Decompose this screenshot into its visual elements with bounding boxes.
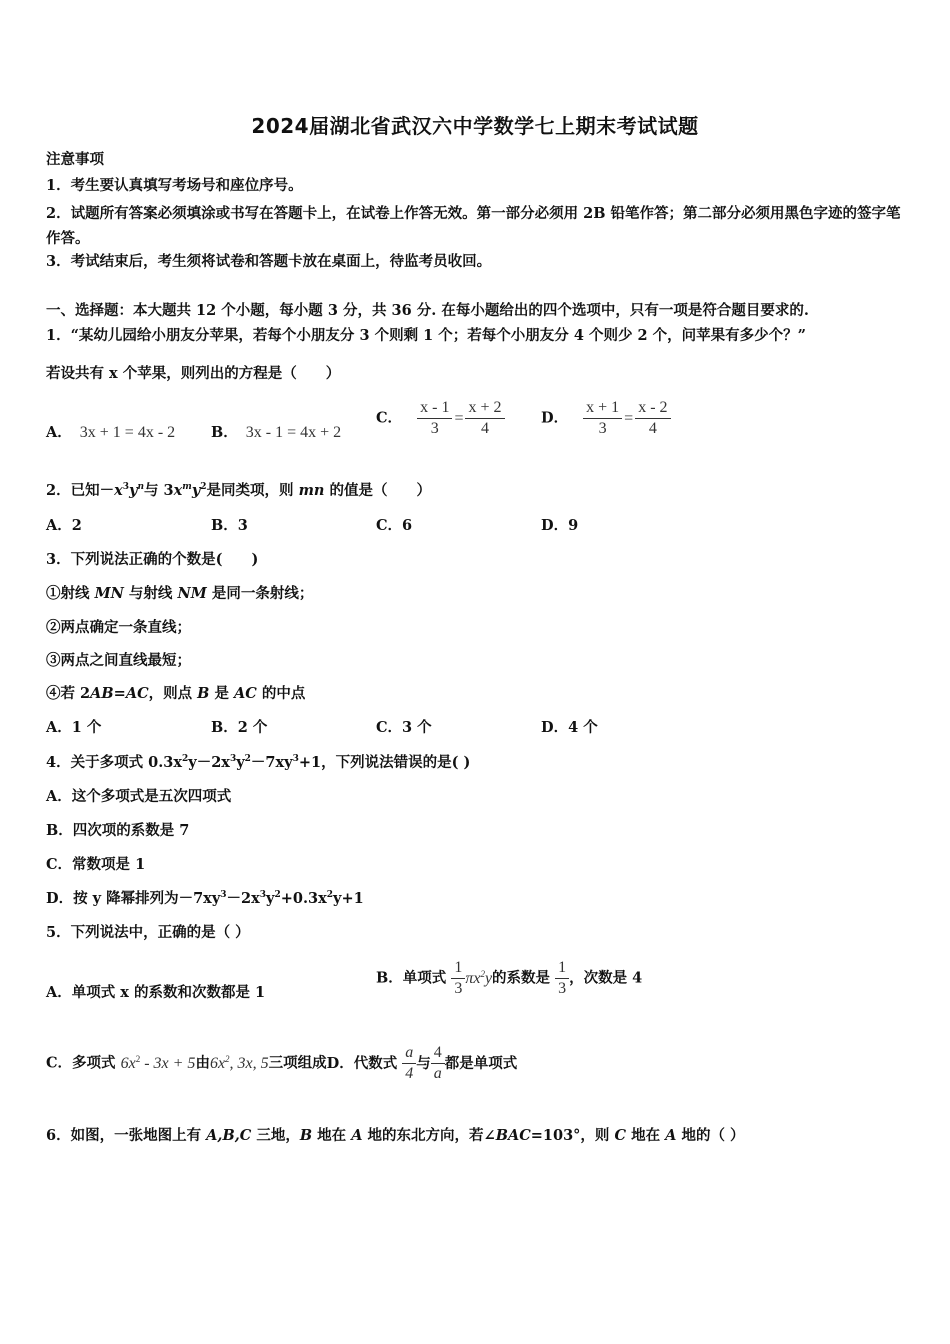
q1-option-d: D． $\frac{x + 1}{3}$ = $\frac{x - 2}{4}$ <box>541 398 671 439</box>
q1-d-fraction-right: $\frac{x - 2}{4}$ <box>635 398 670 439</box>
q5-c-polynomial: $6x^2 - 3x + 5$ <box>120 1053 196 1072</box>
q5-option-c: C．多项式 $6x^2 - 3x + 5$由$6x^2$, 3x, 5三项组成D．代数式 $\frac{a}{4}$ 与 $\frac{4}{a}$ 都是单项式 <box>46 1044 518 1082</box>
q2-option-c: C．6 <box>376 517 413 534</box>
q1-stem-2: 若设共有 x 个苹果，则列出的方程是（ ） <box>46 365 341 382</box>
section-heading: 一、选择题：本大题共 12 个小题，每小题 3 分，共 36 分. 在每小题给出的四个选项中，只有一项是符合题目要求的. <box>46 302 809 319</box>
q3-option-c: C．3 个 <box>376 719 432 736</box>
q5-b-monomial: $\pi x^2y$ <box>465 968 493 987</box>
q1-stem: 1．“某幼儿园给小朋友分苹果，若每个小朋友分 3 个则剩 1 个；若每个小朋友分 4 个则少 2 个，问苹果有多少个？” <box>46 327 807 344</box>
q1-d-fraction-left: $\frac{x + 1}{3}$ <box>583 398 622 439</box>
q1-b-equation: 3x - 1 = 4x + 2 <box>245 424 342 441</box>
q6-stem: 6．如图，一张地图上有 A,B,C 三地，B 地在 A 地的东北方向，若∠BAC=103°，则 C 地在 A 地的（ ） <box>46 1127 745 1144</box>
q3-statement-4: ④若 2AB=AC，则点 B 是 AC 的中点 <box>46 685 306 702</box>
notice-item-3: 3．考试结束后，考生须将试卷和答题卡放在桌面上，待监考员收回。 <box>46 253 492 270</box>
q3-option-d: D．4 个 <box>541 719 598 736</box>
q1-option-b: B． 3x - 1 = 4x + 2 <box>211 424 342 441</box>
q5-b-coefficient-fraction: $\frac{1}{3}$ <box>555 958 569 999</box>
q3-statement-2: ②两点确定一条直线； <box>46 619 191 636</box>
q1-option-a: A． 3x + 1 = 4x - 2 <box>46 424 176 441</box>
q4-stem: 4．关于多项式 $0.3x^2y-2x^3y^2-7xy^3+1$，下列说法错误的是( ) <box>46 754 471 771</box>
q2-option-d: D．9 <box>541 517 579 534</box>
q5-option-d: D．代数式 $\frac{a}{4}$ 与 $\frac{4}{a}$ 都是单项式 <box>326 1044 518 1082</box>
q5-stem: 5．下列说法中，正确的是（ ） <box>46 924 250 941</box>
q4-option-b: B．四次项的系数是 7 <box>46 822 190 839</box>
q2-option-b: B．3 <box>211 517 248 534</box>
q4-option-a: A．这个多项式是五次四项式 <box>46 788 232 805</box>
q5-d-fraction-1: $\frac{a}{4}$ <box>402 1043 416 1084</box>
q5-c-terms: $6x^2$, 3x, 5 <box>209 1053 269 1072</box>
q3-option-a: A．1 个 <box>46 719 102 736</box>
q1-c-fraction-right: $\frac{x + 2}{4}$ <box>465 398 504 439</box>
q2-option-a: A．2 <box>46 517 82 534</box>
notice-heading: 注意事项 <box>46 151 104 168</box>
q5-option-a: A．单项式 x 的系数和次数都是 1 <box>46 984 266 1001</box>
q2-stem: 2．已知$-x^3y^n$与 $3x^my^2$是同类项，则 mn 的值是（ ） <box>46 482 432 499</box>
q1-c-fraction-left: $\frac{x - 1}{3}$ <box>417 398 452 439</box>
q3-statement-3: ③两点之间直线最短； <box>46 652 191 669</box>
q4-option-d: D．按 y 降幂排列为$-7xy^3-2x^3y^2+0.3x^2y+1$ <box>46 890 364 907</box>
page-title: 2024届湖北省武汉六中学数学七上期末考试试题 <box>251 114 699 138</box>
q4-option-c: C．常数项是 1 <box>46 856 146 873</box>
q1-a-equation: 3x + 1 = 4x - 2 <box>79 424 176 441</box>
q1-option-c: C． $\frac{x - 1}{3}$ = $\frac{x + 2}{4}$ <box>376 398 505 439</box>
q5-option-b: B．单项式 $\frac{1}{3}$ $\pi x^2y$的系数是 $\frac{1}{3}$ ，次数是 4 <box>376 959 643 997</box>
q5-d-fraction-2: $\frac{4}{a}$ <box>431 1043 445 1084</box>
q3-statement-1: ①射线 MN 与射线 NM 是同一条射线； <box>46 585 314 602</box>
notice-item-2: 2．试题所有答案必须填涂或书写在答题卡上，在试卷上作答无效。第一部分必须用 2B 铅笔作答；第二部分必须用黑色字迹的签字笔作答。 <box>46 205 901 247</box>
q3-option-b: B．2 个 <box>211 719 268 736</box>
q5-b-fraction: $\frac{1}{3}$ <box>451 958 465 999</box>
q3-stem: 3．下列说法正确的个数是( ) <box>46 551 259 568</box>
notice-item-1: 1．考生要认真填写考场号和座位序号。 <box>46 177 303 194</box>
